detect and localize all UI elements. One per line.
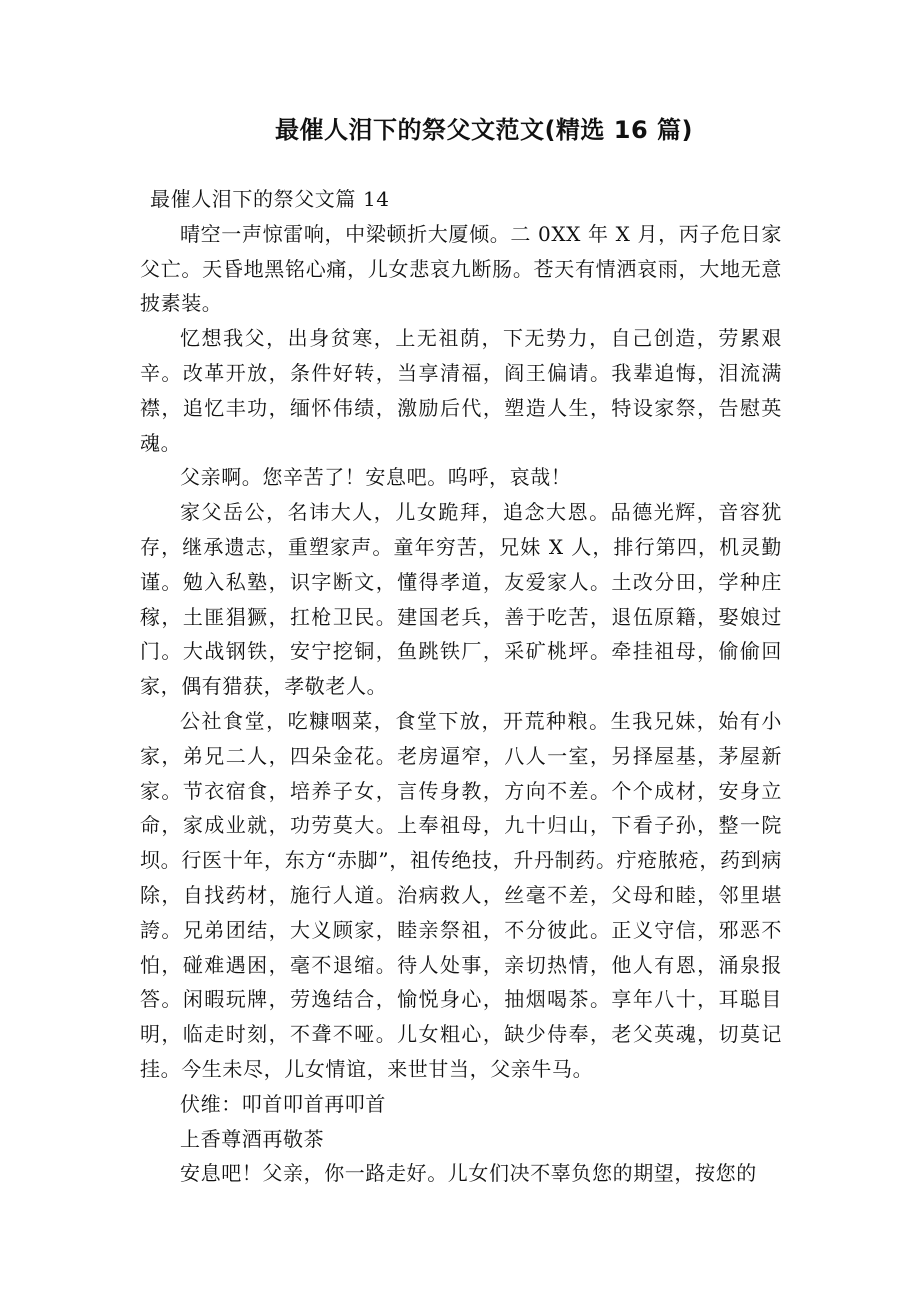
paragraph: 上香尊酒再敬茶 xyxy=(180,1126,325,1151)
paragraph: 父亲啊。您辛苦了！安息吧。呜呼，哀哉！ xyxy=(180,465,572,490)
document-title: 最催人泪下的祭父文范文(精选 16 篇) xyxy=(274,116,694,144)
paragraph: 家父岳公，名讳大人，儿女跪拜，追念大恩。品德光辉，音容犹存，继承遗志，重塑家声。童年穷苦，兄妹 X 人，排行第四，机灵勤谨。勉入私塾，识字断文，懂得孝道，友爱家人。土改分田，学种庄稼，土匪猖獗，扛枪卫民。建国老兵，善于吃苦，退伍原籍，娶娘过门。大战钢铁，安宁挖铜，鱼跳铁厂，采矿桃坪。牵挂祖母，偷偷回家，偶有猎获，孝敬老人。 xyxy=(140,500,782,699)
paragraph: 公社食堂，吃糠咽菜，食堂下放，开荒种粮。生我兄妹，始有小家，弟兄二人，四朵金花。老房逼窄，八人一室，另择屋基，茅屋新家。节衣宿食，培养子女，言传身教，方向不差。个个成材，安身立命，家成业就，功劳莫大。上奉祖母，九十归山，下看子孙，整一院坝。行医十年，东方“赤脚”，祖传绝技，升丹制药。疔疮脓疮，药到病除，自找药材，施行人道。治病救人，丝毫不差，父母和睦，邻里堪誇。兄弟团结，大义顾家，睦亲祭祖，不分彼此。正义守信，邪恶不怕，碰难遇困，毫不退缩。待人处事，亲切热情，他人有恩，涌泉报答。闲暇玩牌，劳逸结合，愉悦身心，抽烟喝茶。享年八十，耳聪目明，临走时刻，不聋不哑。儿女粗心，缺少侍奉，老父英魂，切莫记挂。今生未尽，儿女情谊，来世甘当，父亲牛马。 xyxy=(140,708,782,1081)
paragraph: 晴空一声惊雷响，中梁顿折大厦倾。二 0XX 年 X 月，丙子危日家父亡。天昏地黑铭心痛，儿女悲哀九断肠。苍天有情洒哀雨，大地无意披素装。 xyxy=(140,221,782,316)
paragraph: 安息吧！父亲，你一路走好。儿女们决不辜负您的期望，按您的 xyxy=(180,1161,757,1186)
article-body xyxy=(140,182,782,1191)
section-heading: 最催人泪下的祭父文篇 14 xyxy=(150,187,390,211)
paragraph: 伏维：叩首叩首再叩首 xyxy=(180,1091,386,1116)
paragraph: 忆想我父，出身贫寒，上无祖荫，下无势力，自己创造，劳累艰辛。改革开放，条件好转，当享清福，阎王偏请。我辈追悔，泪流满襟，追忆丰功，缅怀伟绩，激励后代，塑造人生，特设家祭，告慰英魂。 xyxy=(140,326,782,455)
